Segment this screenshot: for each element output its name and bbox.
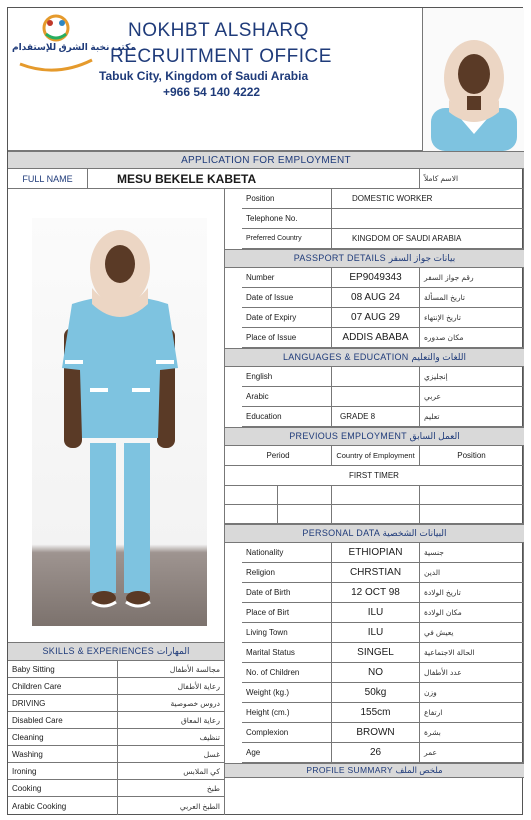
height-value: 155cm bbox=[332, 703, 420, 723]
position-value: DOMESTIC WORKER bbox=[332, 189, 524, 209]
religion-value: CHRSTIAN bbox=[332, 563, 420, 583]
form-title: APPLICATION FOR EMPLOYMENT bbox=[8, 151, 524, 169]
passport-section-title: PASSPORT DETAILS بيانات جواز السفر bbox=[225, 249, 524, 268]
employment-empty-cell bbox=[278, 505, 332, 524]
skill-disabled-care-ar: رعاية المعاق bbox=[118, 712, 225, 729]
place-of-issue-value: ADDIS ABABA bbox=[332, 328, 420, 348]
marital-status-value: SINGEL bbox=[332, 643, 420, 663]
preferred-country-value: KINGDOM OF SAUDI ARABIA bbox=[332, 229, 524, 249]
date-of-birth-ar: تاريخ الولادة bbox=[420, 583, 524, 603]
company-name: NOKHBT ALSHARQ bbox=[128, 20, 309, 41]
education-ar: تعليم bbox=[420, 407, 524, 427]
office-name: RECRUITMENT OFFICE bbox=[110, 46, 332, 67]
previous-employment-title: PREVIOUS EMPLOYMENT العمل السابق bbox=[225, 427, 524, 446]
employment-empty-cell bbox=[420, 486, 524, 505]
header bbox=[8, 8, 524, 151]
english-value bbox=[332, 367, 420, 387]
age-value: 26 bbox=[332, 743, 420, 763]
arabic-value bbox=[332, 387, 420, 407]
position-label: Position bbox=[242, 189, 332, 209]
nationality-value: ETHIOPIAN bbox=[332, 543, 420, 563]
skill-washing: Washing bbox=[8, 746, 118, 763]
arabic-label: Arabic bbox=[242, 387, 332, 407]
logo-text: مكتب نخبة الشرق للإستقدام bbox=[12, 42, 136, 52]
person-full-body-icon bbox=[32, 218, 207, 626]
passport-number-ar: رقم جواز السفر bbox=[420, 268, 524, 288]
office-phone: +966 54 140 4222 bbox=[163, 85, 261, 99]
employment-empty-cell bbox=[225, 486, 278, 505]
place-of-issue-ar: مكان صدوره bbox=[420, 328, 524, 348]
date-of-birth-value: 12 OCT 98 bbox=[332, 583, 420, 603]
skill-cleaning: Cleaning bbox=[8, 729, 118, 746]
employment-empty-cell bbox=[225, 505, 278, 524]
skills-section-title: SKILLS & EXPERIENCES المهارات bbox=[8, 642, 225, 661]
skill-baby-sitting: Baby Sitting bbox=[8, 661, 118, 678]
children-label: No. of Children bbox=[242, 663, 332, 683]
skill-children-care: Children Care bbox=[8, 678, 118, 695]
employment-empty-cell bbox=[420, 505, 524, 524]
application-form bbox=[7, 7, 523, 815]
full-name-label-ar: الاسم كاملاً bbox=[420, 169, 524, 189]
complexion-value: BROWN bbox=[332, 723, 420, 743]
place-of-issue-label: Place of Issue bbox=[242, 328, 332, 348]
first-timer-note: FIRST TIMER bbox=[225, 466, 524, 486]
skill-washing-ar: غسل bbox=[118, 746, 225, 763]
date-of-issue-ar: تاريخ المسألة bbox=[420, 288, 524, 308]
office-city: Tabuk City, Kingdom of Saudi Arabia bbox=[99, 69, 309, 83]
employment-empty-cell bbox=[278, 486, 332, 505]
skill-cleaning-ar: تنظيف bbox=[118, 729, 225, 746]
profile-summary-title: PROFILE SUMMARY ملخص الملف bbox=[225, 763, 524, 778]
skill-children-care-ar: رعاية الأطفال bbox=[118, 678, 225, 695]
date-of-issue-label: Date of Issue bbox=[242, 288, 332, 308]
portrait-thumbnail bbox=[422, 8, 524, 151]
passport-number-value: EP9049343 bbox=[332, 268, 420, 288]
skill-cooking: Cooking bbox=[8, 780, 118, 797]
living-town-label: Living Town bbox=[242, 623, 332, 643]
employment-empty-cell bbox=[332, 505, 420, 524]
skill-driving-ar: دروس خصوصية bbox=[118, 695, 225, 712]
complexion-label: Complexion bbox=[242, 723, 332, 743]
nationality-label: Nationality bbox=[242, 543, 332, 563]
date-of-expiry-ar: تاريخ الإنتهاء bbox=[420, 308, 524, 328]
children-ar: عدد الأطفال bbox=[420, 663, 524, 683]
personal-data-title: PERSONAL DATA البيانات الشخصية bbox=[225, 524, 524, 543]
skill-baby-sitting-ar: مجالسة الأطفال bbox=[118, 661, 225, 678]
skill-cooking-ar: طبخ bbox=[118, 780, 225, 797]
employment-country-header-text: Country of Employment bbox=[336, 450, 415, 460]
english-ar: إنجليزي bbox=[420, 367, 524, 387]
employment-country-header bbox=[332, 446, 420, 466]
skill-arabic-cooking-ar: الطبخ العربي bbox=[118, 797, 225, 815]
skill-arabic-cooking: Arabic Cooking bbox=[8, 797, 118, 815]
education-value: GRADE 8 bbox=[332, 407, 420, 427]
preferred-country-label: Preferred Country bbox=[242, 229, 332, 249]
complexion-ar: بشرة bbox=[420, 723, 524, 743]
profile-summary-body bbox=[225, 778, 524, 815]
full-name-label: FULL NAME bbox=[8, 169, 88, 189]
english-label: English bbox=[242, 367, 332, 387]
height-ar: ارتفاع bbox=[420, 703, 524, 723]
date-of-issue-value: 08 AUG 24 bbox=[332, 288, 420, 308]
employment-position-header: Position bbox=[420, 446, 524, 466]
skill-ironing-ar: كي الملابس bbox=[118, 763, 225, 780]
date-of-expiry-label: Date of Expiry bbox=[242, 308, 332, 328]
marital-status-ar: الحالة الاجتماعية bbox=[420, 643, 524, 663]
date-of-birth-label: Date of Birth bbox=[242, 583, 332, 603]
full-name-value: MESU BEKELE KABETA bbox=[88, 169, 420, 189]
age-ar: عمر bbox=[420, 743, 524, 763]
languages-section-title: LANGUAGES & EDUCATION اللغات والتعليم bbox=[225, 348, 524, 367]
religion-label: Religion bbox=[242, 563, 332, 583]
height-label: Height (cm.) bbox=[242, 703, 332, 723]
education-label: Education bbox=[242, 407, 332, 427]
person-portrait-icon bbox=[423, 8, 524, 151]
place-of-birth-value: ILU bbox=[332, 603, 420, 623]
weight-ar: وزن bbox=[420, 683, 524, 703]
living-town-ar: يعيش في bbox=[420, 623, 524, 643]
arabic-ar: عربي bbox=[420, 387, 524, 407]
children-value: NO bbox=[332, 663, 420, 683]
telephone-value bbox=[332, 209, 524, 229]
religion-ar: الدين bbox=[420, 563, 524, 583]
nationality-ar: جنسية bbox=[420, 543, 524, 563]
age-label: Age bbox=[242, 743, 332, 763]
employment-period-header: Period bbox=[225, 446, 332, 466]
place-of-birth-ar: مكان الولادة bbox=[420, 603, 524, 623]
living-town-value: ILU bbox=[332, 623, 420, 643]
skill-driving: DRIVING bbox=[8, 695, 118, 712]
skill-disabled-care: Disabled Care bbox=[8, 712, 118, 729]
full-body-photo bbox=[32, 218, 207, 626]
company-logo bbox=[12, 12, 136, 76]
place-of-birth-label: Place of Birt bbox=[242, 603, 332, 623]
date-of-expiry-value: 07 AUG 29 bbox=[332, 308, 420, 328]
skill-ironing: Ironing bbox=[8, 763, 118, 780]
weight-value: 50kg bbox=[332, 683, 420, 703]
telephone-label: Telephone No. bbox=[242, 209, 332, 229]
marital-status-label: Marital Status bbox=[242, 643, 332, 663]
weight-label: Weight (kg.) bbox=[242, 683, 332, 703]
passport-number-label: Number bbox=[242, 268, 332, 288]
employment-empty-cell bbox=[332, 486, 420, 505]
